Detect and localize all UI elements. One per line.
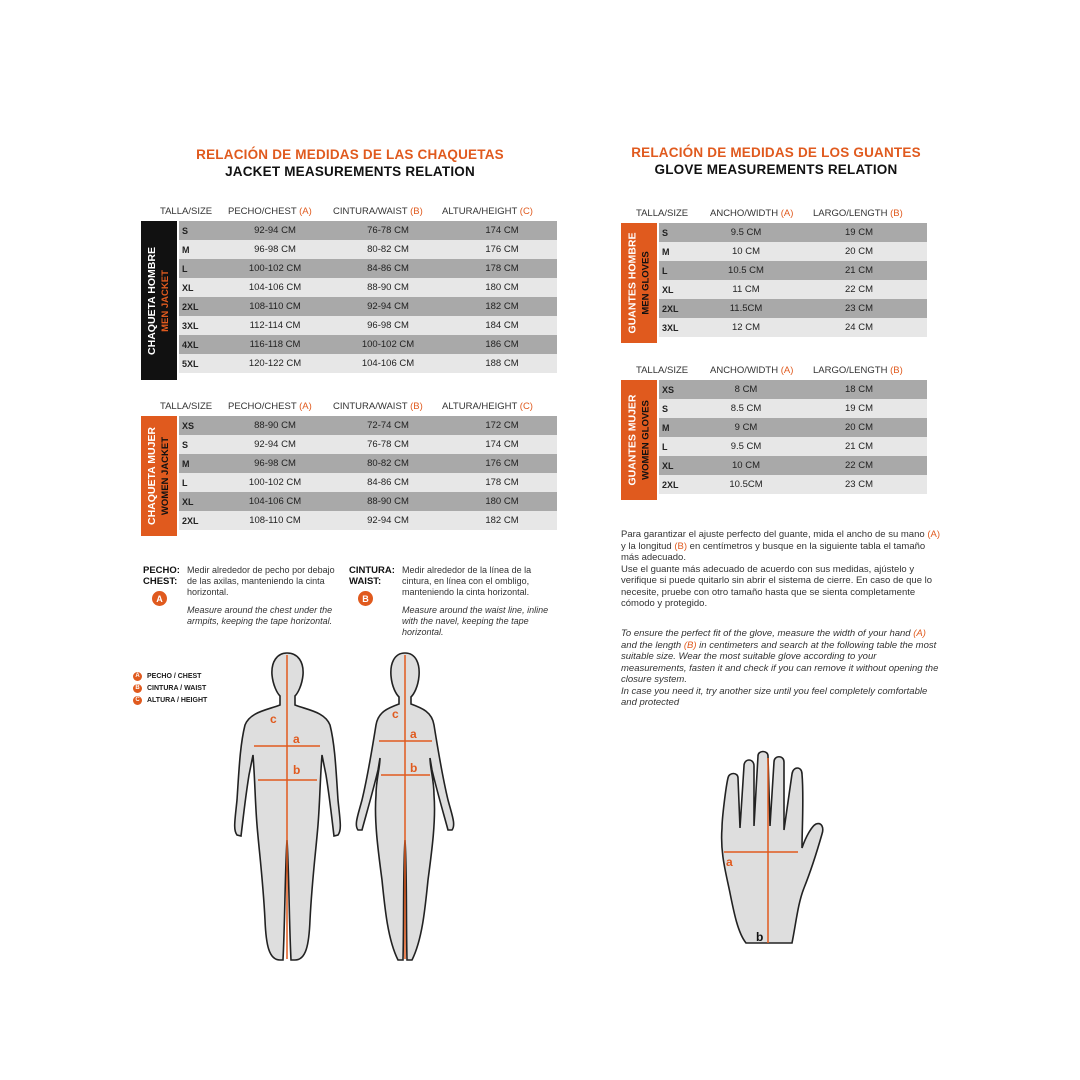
cell-width: 10 CM — [701, 456, 791, 475]
glove-title-en: GLOVE MEASUREMENTS RELATION — [654, 162, 898, 177]
cell-size: S — [179, 435, 221, 454]
men-jacket-row — [179, 335, 557, 354]
cell-height: 180 CM — [447, 278, 557, 297]
cell-chest: 104-106 CM — [221, 492, 329, 511]
cell-size: 2XL — [179, 511, 221, 530]
cell-waist: 88-90 CM — [329, 278, 447, 297]
cell-chest: 104-106 CM — [221, 278, 329, 297]
cell-waist: 92-94 CM — [329, 297, 447, 316]
cell-waist: 96-98 CM — [329, 316, 447, 335]
cell-size: 3XL — [659, 318, 701, 337]
header-size-women: TALLA/SIZE — [160, 401, 213, 412]
jacket-men-header — [160, 206, 212, 217]
cell-length: 19 CM — [791, 399, 927, 418]
cell-width: 9.5 CM — [701, 223, 791, 242]
women-gloves-row — [659, 380, 927, 399]
women-jacket-row — [179, 454, 557, 473]
cell-width: 8.5 CM — [701, 399, 791, 418]
cell-height: 178 CM — [447, 473, 557, 492]
women-jacket-row — [179, 473, 557, 492]
cell-size: XL — [179, 492, 221, 511]
men-jacket-row — [179, 221, 557, 240]
cell-height: 178 CM — [447, 259, 557, 278]
women-jacket-row — [179, 435, 557, 454]
hand-diagram — [716, 748, 826, 948]
glove-header-length: LARGO/LENGTH (B) — [813, 208, 903, 219]
cell-length: 24 CM — [791, 318, 927, 337]
women-jacket-side-label: CHAQUETA MUJER WOMEN JACKET — [141, 416, 177, 536]
male-body-diagram — [225, 650, 350, 965]
men-jacket-row — [179, 297, 557, 316]
cell-size: M — [659, 242, 701, 261]
header-size: TALLA/SIZE — [160, 206, 213, 217]
cell-length: 23 CM — [791, 299, 927, 318]
cell-height: 182 CM — [447, 297, 557, 316]
cell-width: 9 CM — [701, 418, 791, 437]
men-gloves-table — [659, 223, 927, 337]
cell-size: S — [179, 221, 221, 240]
women-gloves-table — [659, 380, 927, 494]
cell-height: 184 CM — [447, 316, 557, 335]
women-gloves-row — [659, 399, 927, 418]
cell-size: XL — [659, 280, 701, 299]
waist-instruction-en: Measure around the waist line, inline with the navel, keeping the tape horizontal. — [402, 605, 549, 637]
cell-height: 174 CM — [447, 221, 557, 240]
cell-size: L — [659, 437, 701, 456]
cell-height: 186 CM — [447, 335, 557, 354]
cell-waist: 92-94 CM — [329, 511, 447, 530]
female-label-a: a — [410, 727, 417, 741]
cell-width: 12 CM — [701, 318, 791, 337]
glove-instructions-es: Para garantizar el ajuste perfecto del guante, mida el ancho de su mano (A) y la longitud (B) en centímetros y busque en la siguiente tabla el tamaño más adecuado. Use el guante más adecuado de acuerdo con sus medidas, ajústelo y verifique si puede quitarlo sin abrir el sistema de cierre. En caso de que lo necesite, pruebe con otro tamaño hasta que se sienta completamente cómodo y protegido. — [621, 529, 940, 609]
men-gloves-side-label: GUANTES HOMBRE MEN GLOVES — [621, 223, 657, 343]
hand-outline — [722, 752, 823, 944]
cell-height: 176 CM — [447, 454, 557, 473]
cell-length: 19 CM — [791, 223, 927, 242]
men-jacket-row — [179, 240, 557, 259]
women-gloves-row — [659, 475, 927, 494]
cell-size: 5XL — [179, 354, 221, 373]
female-label-c: c — [392, 707, 399, 721]
women-jacket-row — [179, 416, 557, 435]
waist-instruction-label: CINTURA: WAIST: — [349, 565, 395, 587]
men-jacket-row — [179, 354, 557, 373]
cell-chest: 92-94 CM — [221, 221, 329, 240]
cell-waist: 84-86 CM — [329, 259, 447, 278]
men-gloves-row — [659, 280, 927, 299]
men-jacket-row — [179, 259, 557, 278]
female-label-b: b — [410, 761, 418, 775]
cell-waist: 84-86 CM — [329, 473, 447, 492]
jacket-title-es: RELACIÓN DE MEDIDAS DE LAS CHAQUETAS — [196, 147, 504, 162]
glove-title-es: RELACIÓN DE MEDIDAS DE LOS GUANTES — [631, 145, 921, 160]
cell-height: 176 CM — [447, 240, 557, 259]
cell-size: M — [179, 454, 221, 473]
glove-header-width: ANCHO/WIDTH (A) — [710, 208, 794, 219]
male-label-a: a — [293, 732, 300, 746]
cell-size: 3XL — [179, 316, 221, 335]
cell-width: 10.5 CM — [701, 261, 791, 280]
glove-header-size: TALLA/SIZE — [636, 208, 689, 219]
cell-width: 10.5CM — [701, 475, 791, 494]
cell-size: S — [659, 223, 701, 242]
cell-size: 2XL — [659, 475, 701, 494]
cell-size: XL — [179, 278, 221, 297]
cell-length: 22 CM — [791, 456, 927, 475]
header-chest-women: PECHO/CHEST (A) — [228, 401, 312, 412]
women-gloves-row — [659, 437, 927, 456]
cell-height: 174 CM — [447, 435, 557, 454]
cell-chest: 116-118 CM — [221, 335, 329, 354]
cell-size: XS — [659, 380, 701, 399]
men-gloves-row — [659, 261, 927, 280]
cell-height: 180 CM — [447, 492, 557, 511]
cell-size: M — [179, 240, 221, 259]
cell-size: L — [179, 473, 221, 492]
cell-length: 20 CM — [791, 242, 927, 261]
measurement-legend — [133, 670, 207, 706]
cell-width: 9.5 CM — [701, 437, 791, 456]
cell-length: 20 CM — [791, 418, 927, 437]
glove-header-width-women: ANCHO/WIDTH (A) — [710, 365, 794, 376]
men-jacket-side-label: CHAQUETA HOMBRE MEN JACKET — [141, 221, 177, 380]
cell-waist: 100-102 CM — [329, 335, 447, 354]
cell-length: 21 CM — [791, 261, 927, 280]
chest-instruction-es: Medir alrededor de pecho por debajo de las axilas, manteniendo la cinta horizontal. — [187, 565, 335, 597]
cell-chest: 96-98 CM — [221, 240, 329, 259]
cell-length: 18 CM — [791, 380, 927, 399]
cell-chest: 100-102 CM — [221, 473, 329, 492]
men-gloves-row — [659, 242, 927, 261]
men-gloves-row — [659, 223, 927, 242]
chest-badge-icon: A — [152, 591, 167, 606]
glove-instructions-en: To ensure the perfect fit of the glove, measure the width of your hand (A) and the length (B) in centimeters and search at the following table the most suitable size. Wear the most suitable glove according to your measurements, fasten it and check if you can remove it without opening the closure system. In case you need it, try another size until you feel completely comfortable and protected — [621, 628, 939, 708]
cell-chest: 108-110 CM — [221, 297, 329, 316]
women-gloves-row — [659, 418, 927, 437]
header-waist-women: CINTURA/WAIST (B) — [333, 401, 423, 412]
cell-waist: 76-78 CM — [329, 221, 447, 240]
cell-waist: 80-82 CM — [329, 240, 447, 259]
cell-chest: 112-114 CM — [221, 316, 329, 335]
cell-height: 188 CM — [447, 354, 557, 373]
cell-size: 2XL — [659, 299, 701, 318]
cell-width: 8 CM — [701, 380, 791, 399]
legend-item-chest: A PECHO / CHEST — [133, 670, 207, 682]
cell-size: L — [659, 261, 701, 280]
women-jacket-table — [179, 416, 557, 530]
men-gloves-row — [659, 299, 927, 318]
chest-instruction-label: PECHO: CHEST: — [143, 565, 180, 587]
cell-width: 11.5CM — [701, 299, 791, 318]
cell-waist: 72-74 CM — [329, 416, 447, 435]
men-jacket-row — [179, 278, 557, 297]
men-jacket-row — [179, 316, 557, 335]
cell-size: M — [659, 418, 701, 437]
hand-label-a: a — [726, 855, 733, 869]
cell-waist: 76-78 CM — [329, 435, 447, 454]
cell-size: L — [179, 259, 221, 278]
women-gloves-side-label: GUANTES MUJER WOMEN GLOVES — [621, 380, 657, 500]
cell-height: 172 CM — [447, 416, 557, 435]
women-jacket-row — [179, 511, 557, 530]
cell-size: XL — [659, 456, 701, 475]
cell-chest: 96-98 CM — [221, 454, 329, 473]
cell-length: 23 CM — [791, 475, 927, 494]
male-label-c: c — [270, 712, 277, 726]
cell-chest: 100-102 CM — [221, 259, 329, 278]
cell-waist: 104-106 CM — [329, 354, 447, 373]
header-chest: PECHO/CHEST (A) — [228, 206, 312, 217]
header-waist: CINTURA/WAIST (B) — [333, 206, 423, 217]
jacket-title-en: JACKET MEASUREMENTS RELATION — [225, 164, 475, 179]
cell-chest: 92-94 CM — [221, 435, 329, 454]
cell-width: 11 CM — [701, 280, 791, 299]
cell-waist: 88-90 CM — [329, 492, 447, 511]
women-jacket-row — [179, 492, 557, 511]
cell-chest: 120-122 CM — [221, 354, 329, 373]
female-body-diagram — [348, 650, 463, 965]
men-jacket-table — [179, 221, 557, 373]
cell-width: 10 CM — [701, 242, 791, 261]
legend-item-height: C ALTURA / HEIGHT — [133, 694, 207, 706]
legend-item-waist: B CINTURA / WAIST — [133, 682, 207, 694]
cell-size: 4XL — [179, 335, 221, 354]
cell-waist: 80-82 CM — [329, 454, 447, 473]
women-gloves-row — [659, 456, 927, 475]
cell-size: S — [659, 399, 701, 418]
glove-header-size-women: TALLA/SIZE — [636, 365, 689, 376]
waist-instruction-es: Medir alrededor de la línea de la cintura, en línea con el ombligo, manteniendo la cinta horizontal. — [402, 565, 532, 597]
hand-label-b: b — [756, 930, 764, 944]
header-height-women: ALTURA/HEIGHT (C) — [442, 401, 533, 412]
cell-size: XS — [179, 416, 221, 435]
chest-instruction-en: Measure around the chest under the armpits, keeping the tape horizontal. — [187, 605, 333, 626]
men-gloves-row — [659, 318, 927, 337]
cell-height: 182 CM — [447, 511, 557, 530]
cell-length: 22 CM — [791, 280, 927, 299]
cell-chest: 88-90 CM — [221, 416, 329, 435]
male-label-b: b — [293, 763, 301, 777]
waist-badge-icon: B — [358, 591, 373, 606]
cell-length: 21 CM — [791, 437, 927, 456]
cell-size: 2XL — [179, 297, 221, 316]
glove-header-length-women: LARGO/LENGTH (B) — [813, 365, 903, 376]
cell-chest: 108-110 CM — [221, 511, 329, 530]
header-height: ALTURA/HEIGHT (C) — [442, 206, 533, 217]
